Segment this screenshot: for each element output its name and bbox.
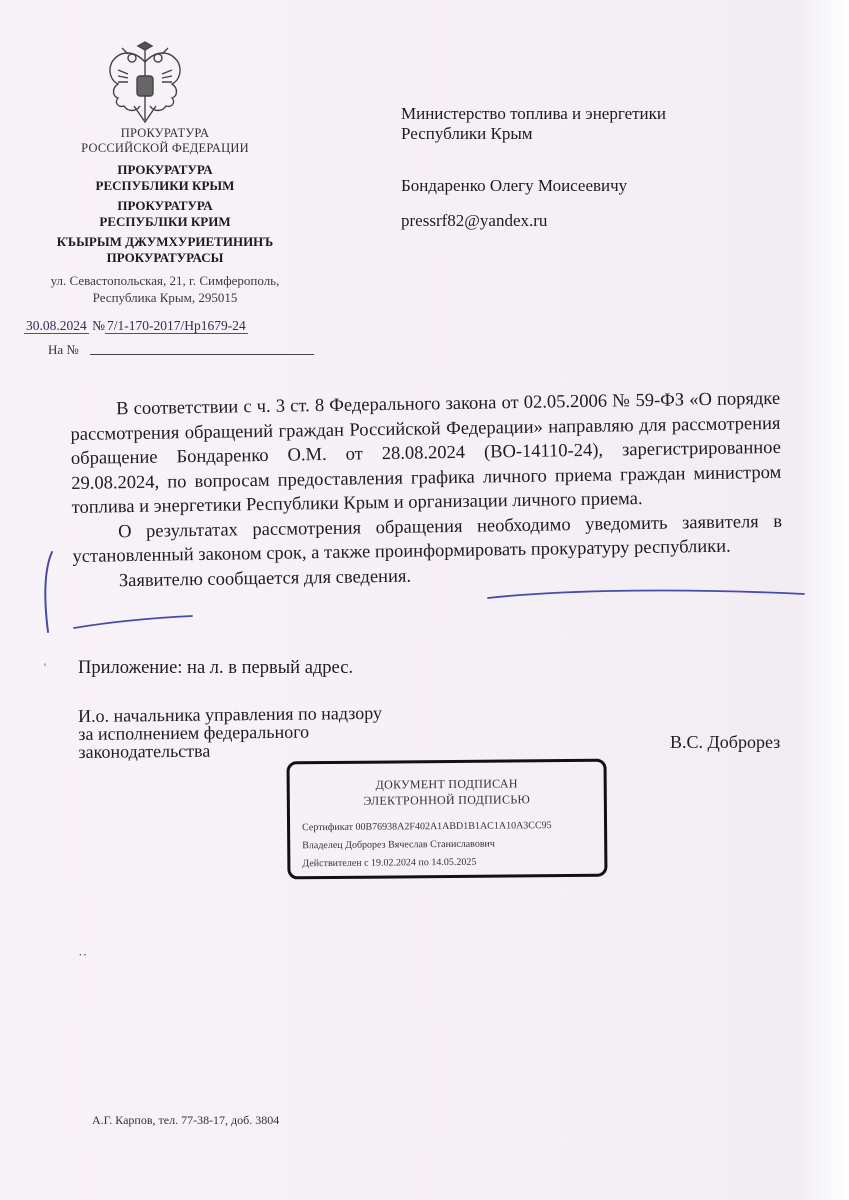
- double-headed-eagle-emblem: [104, 40, 186, 126]
- letter-body: [70, 387, 783, 594]
- signer-position: [78, 704, 382, 761]
- stamp-title: ЭЛЕКТРОННОЙ ПОДПИСЬЮ: [363, 792, 531, 808]
- scan-edge: [794, 0, 849, 1200]
- stamp-certificate: Сертификат 00B76938A2F402A1ABD1B1AC1A10A3CC95: [302, 820, 552, 834]
- scan-speck: ˙˙: [78, 952, 88, 967]
- org-line: КЪЫРЫМ ДЖУМХУРИЕТИНИНЪ: [56, 234, 274, 249]
- number-sign: №: [92, 318, 106, 333]
- underline-mark: [74, 616, 192, 628]
- org-title-small: [20, 126, 310, 156]
- margin-bracket-mark: [45, 552, 52, 632]
- letter-date: 30.08.2024: [26, 318, 87, 333]
- position-line: И.о. начальника управления по надзору: [77, 702, 383, 726]
- address-line: ул. Севастопольская, 21, г. Симферополь,: [50, 273, 280, 288]
- ministry-line: Республики Крым: [401, 124, 533, 143]
- addressee-name: Бондаренко Олегу Моисеевичу: [401, 176, 628, 195]
- signer-name: В.С. Доброрез: [670, 732, 781, 752]
- org-line: РЕСПУБЛИКИ КРЫМ: [95, 178, 235, 193]
- org-line: ПРОКУРАТУРА: [117, 198, 213, 213]
- position-line: законодательства: [78, 740, 211, 762]
- org-address: [20, 272, 310, 306]
- outgoing-reference: [24, 318, 248, 334]
- body-paragraph: Заявителю сообщается для сведения.: [118, 566, 412, 591]
- body-paragraph: В соответствии с ч. 3 ст. 8 Федерального закона от 02.05.2006 № 59-ФЗ «О порядке рассмотрения обращений граждан Российской Федерации» направляю для рассмотрения обращение Бондаренко О.М. от 28.08.2024 (ВО-14110-24), зарегистрированное 29.08.2024, по вопросам предоставления графика личного приема граждан министром топлива и энергетики Республики Крым и организации личного приема.: [70, 388, 782, 518]
- address-line: Республика Крым, 295015: [92, 290, 238, 305]
- org-line: РЕСПУБЛIКИ КРИМ: [99, 214, 231, 229]
- stamp-validity: Действителен с 19.02.2024 по 14.05.2025: [302, 856, 477, 870]
- underline-mark: [488, 591, 804, 598]
- ministry-line: Министерство топлива и энергетики: [401, 104, 667, 123]
- org-title-bold: [20, 162, 310, 266]
- appendix-line: Приложение: на л. в первый адрес.: [78, 658, 354, 678]
- incoming-reference-blank: [90, 354, 314, 355]
- org-line: ПРОКУРАТУРА: [120, 126, 210, 140]
- electronic-signature-stamp: [286, 759, 607, 880]
- stamp-owner: Владелец Доброрез Вячеслав Станиславович: [302, 838, 495, 852]
- addressee-email: pressrf82@yandex.ru: [401, 211, 548, 230]
- incoming-reference-label: На №: [48, 342, 79, 357]
- position-line: за исполнением федерального: [78, 721, 310, 744]
- org-line: РОССИЙСКОЙ ФЕДЕРАЦИИ: [81, 141, 249, 155]
- executor-contact: А.Г. Карпов, тел. 77-38-17, доб. 3804: [92, 1113, 280, 1127]
- body-paragraph: О результатах рассмотрения обращения необходимо уведомить заявителя в установленный законом срок, а также проинформировать прокуратуру республики.: [72, 511, 783, 567]
- letter-number: 7/1-170-2017/Нр1679-24: [107, 318, 246, 333]
- addressee-ministry: [401, 104, 666, 144]
- org-line: ПРОКУРАТУРА: [117, 162, 213, 177]
- scan-speck: ': [44, 660, 47, 674]
- stamp-title: ДОКУМЕНТ ПОДПИСАН: [375, 776, 518, 792]
- org-line: ПРОКУРАТУРАСЫ: [106, 250, 224, 265]
